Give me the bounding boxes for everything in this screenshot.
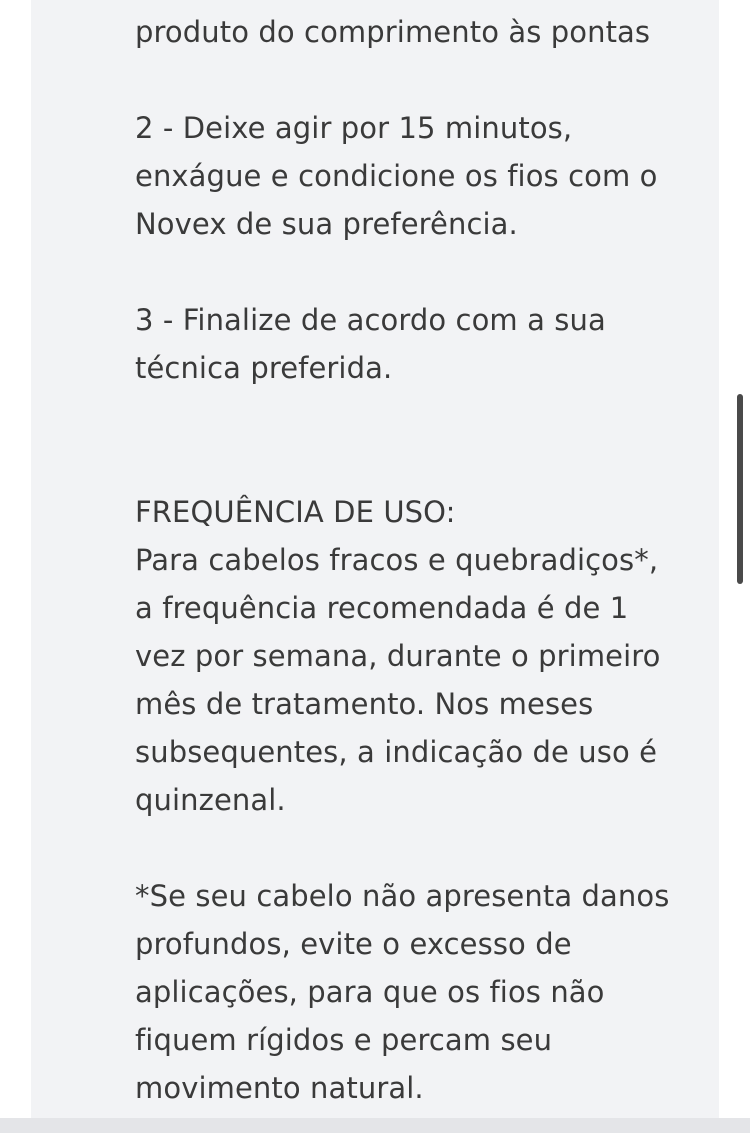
bottom-edge: [0, 1118, 750, 1133]
application-step-3: 3 - Finalize de acordo com a sua técnica preferida.: [135, 303, 606, 385]
frequency-text: Para cabelos fracos e quebradiços*, a frequência recomendada é de 1 vez por semana, durante o primeiro mês de tratamento. Nos meses subsequentes, a indicação de uso é quinzenal.: [135, 543, 661, 817]
vertical-scrollbar[interactable]: [737, 394, 743, 584]
application-step-2: 2 - Deixe agir por 15 minutos, enxágue e condicione os fios com o Novex de sua preferência.: [135, 111, 658, 241]
description-content: [135, 8, 695, 1112]
paragraph-spacer: [135, 248, 695, 296]
section-spacer: [135, 392, 695, 488]
paragraph-spacer: [135, 56, 695, 104]
frequency-title: FREQUÊNCIA DE USO:: [135, 495, 456, 529]
usage-note: *Se seu cabelo não apresenta danos profundos, evite o excesso de aplicações, para que os fios não fiquem rígidos e percam seu movimento natural.: [135, 879, 670, 1105]
paragraph-spacer: [135, 824, 695, 872]
application-step-1-tail: produto do comprimento às pontas: [135, 15, 651, 49]
